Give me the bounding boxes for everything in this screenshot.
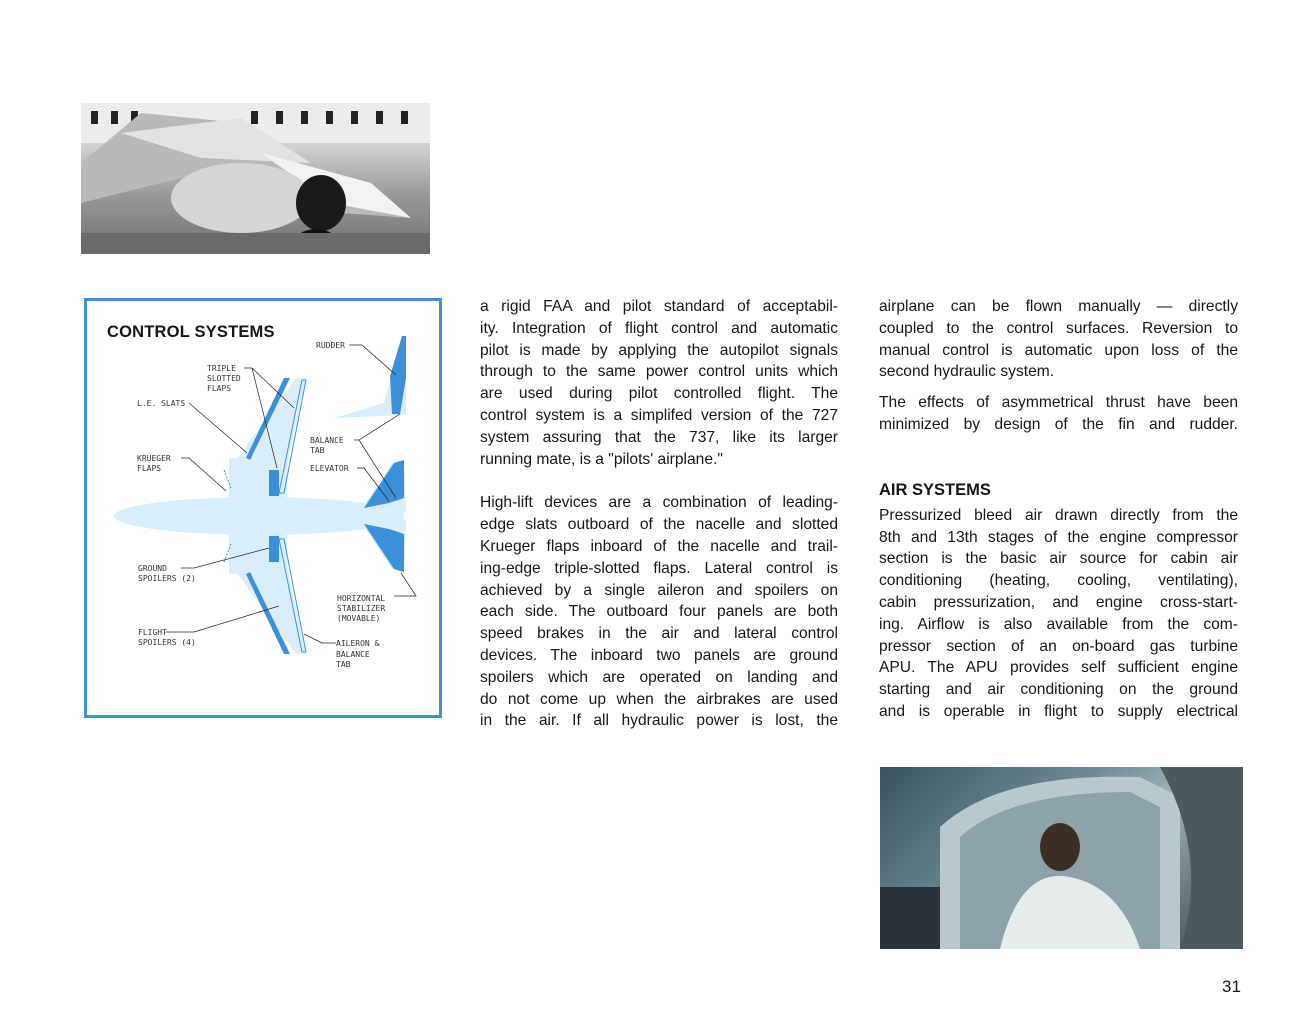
text-line: spoilers which are operated on landing and [480,668,838,686]
text-line: ing-edge triple-slotted flaps. Lateral control is [480,559,838,577]
text-line: a rigid FAA and pilot standard of acceptabil- [480,298,838,315]
svg-text:AILERON &: AILERON & [336,639,380,648]
right-text-column [879,296,1238,723]
paragraph [879,392,1238,436]
paragraph [879,505,1238,723]
text-line: The effects of asymmetrical thrust have been [879,394,1238,412]
svg-text:KRUEGER: KRUEGER [137,454,171,463]
section-heading-air-systems: AIR SYSTEMS [879,480,991,499]
text-line: section is the basic air source for cabin air [879,550,1238,568]
svg-text:FLAPS: FLAPS [207,384,232,393]
page-number: 31 [1222,977,1241,996]
svg-text:FLAPS: FLAPS [137,464,162,473]
text-line: each side. The outboard four panels are both [480,603,838,621]
text-line: conditioning (heating, cooling, ventilating), [879,572,1238,590]
text-line: APU. The APU provides self sufficient engine [879,659,1238,677]
text-line: cabin pressurization, and engine cross-start- [879,593,1238,611]
svg-text:TRIPLE: TRIPLE [207,364,236,373]
text-line: Pressurized bleed air drawn directly from the [879,506,1238,524]
paragraph [480,492,838,732]
svg-text:STABILIZER: STABILIZER [337,604,386,613]
text-line: achieved by a single aileron and spoilers on [480,581,838,599]
label-rudder: RUDDER [316,341,345,350]
text-line: pressor section of an on-board gas turbine [879,637,1238,655]
svg-text:TAB: TAB [310,446,325,455]
text-line: coupled to the control surfaces. Reversion to [879,319,1238,337]
svg-text:SPOILERS (4): SPOILERS (4) [138,638,196,647]
text-line: devices. The inboard two panels are ground [480,646,838,664]
svg-text:(MOVABLE): (MOVABLE) [337,614,381,623]
paragraph [480,296,838,470]
text-line: Krueger flaps inboard of the nacelle and trail- [480,537,838,555]
control-systems-diagram [84,298,442,718]
text-line: edge slats outboard of the nacelle and slotted [480,516,838,534]
text-line: airplane can be flown manually — directly [879,298,1238,315]
text-line: starting and air conditioning on the ground [879,681,1238,699]
text-line: High-lift devices are a combination of leading- [480,494,838,512]
text-line: manual control is automatic upon loss of the [879,341,1238,359]
svg-text:BALANCE: BALANCE [310,436,344,445]
svg-text:GROUND: GROUND [138,564,167,573]
wing-flaps-photo [81,103,430,254]
text-line: ing. Airflow is also available from the com- [879,615,1238,633]
diagram-title: CONTROL SYSTEMS [107,323,275,341]
label-le-slats: L.E. SLATS [137,399,186,408]
svg-text:BALANCE: BALANCE [336,650,370,659]
label-elevator: ELEVATOR [310,464,349,473]
svg-text:SLOTTED: SLOTTED [207,374,241,383]
text-line: minimized by design of the fin and rudder. [879,415,1238,433]
text-line: and is operable in flight to supply electrical [879,702,1238,720]
text-line: do not come up when the airbrakes are used [480,690,838,708]
text-line: running mate, is a "pilots' airplane." [480,450,723,468]
text-line: second hydraulic system. [879,363,1055,381]
engine-inspection-photo [880,767,1243,949]
svg-text:TAB: TAB [336,660,351,669]
middle-text-column [480,296,838,732]
text-line: 8th and 13th stages of the engine compressor [879,528,1238,546]
svg-text:FLIGHT: FLIGHT [138,628,167,637]
svg-text:HORIZONTAL: HORIZONTAL [337,594,386,603]
text-line: in the air. If all hydraulic power is lost, the [480,712,838,730]
text-line: system assuring that the 737, like its larger [480,428,838,446]
text-line: through to the same power control units which [480,363,838,381]
text-line: speed brakes in the air and lateral control [480,625,838,643]
text-line: are used during pilot controlled flight. The [480,385,838,403]
svg-text:SPOILERS (2): SPOILERS (2) [138,574,196,583]
text-line: ity. Integration of flight control and automatic [480,319,838,337]
text-line: control system is a simplifed version of the 727 [480,406,838,424]
paragraph [879,296,1238,383]
text-line: pilot is made by applying the autopilot signals [480,341,838,359]
